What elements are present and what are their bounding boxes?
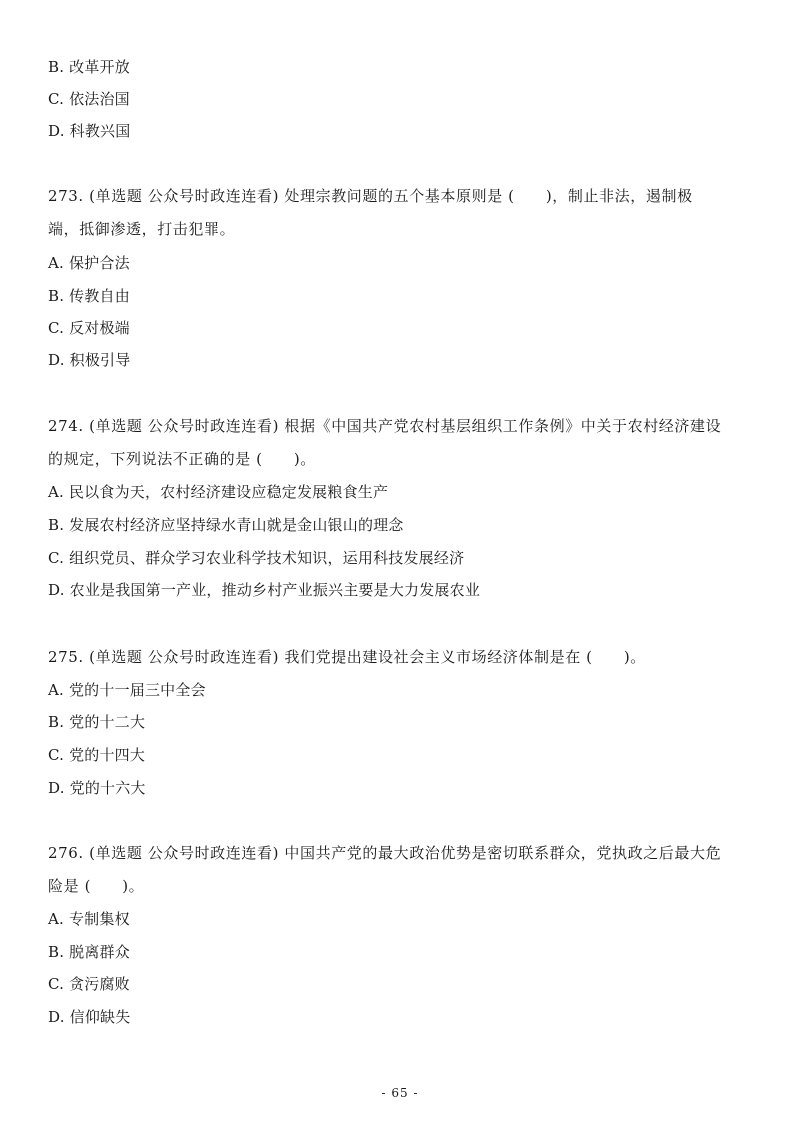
option-c: C. 组织党员、群众学习农业科学技术知识，运用科技发展经济 bbox=[48, 549, 465, 567]
option-a: A. 专制集权 bbox=[48, 910, 130, 928]
question-stem-line: 的规定，下列说法不正确的是 ( )。 bbox=[48, 450, 316, 468]
option-d: D. 党的十六大 bbox=[48, 779, 146, 797]
page-number: - 65 - bbox=[381, 1086, 419, 1100]
option-d: D. 农业是我国第一产业，推动乡村产业振兴主要是大力发展农业 bbox=[48, 581, 481, 599]
question-stem-line: 274. (单选题 公众号时政连连看) 根据《中国共产党农村基层组织工作条例》中关于农村经济建设 bbox=[48, 417, 722, 435]
option-b: B. 改革开放 bbox=[48, 58, 130, 76]
option-b: B. 脱离群众 bbox=[48, 943, 130, 961]
option-b: B. 传教自由 bbox=[48, 287, 130, 305]
option-d: D. 积极引导 bbox=[48, 351, 131, 369]
question-stem-line: 端，抵御渗透，打击犯罪。 bbox=[48, 220, 236, 238]
option-a: A. 保护合法 bbox=[48, 254, 130, 272]
question-stem-line: 276. (单选题 公众号时政连连看) 中国共产党的最大政治优势是密切联系群众，党执政之后最大危 bbox=[48, 844, 722, 862]
option-b: B. 发展农村经济应坚持绿水青山就是金山银山的理念 bbox=[48, 516, 404, 534]
option-a: A. 民以食为天，农村经济建设应稳定发展粮食生产 bbox=[48, 483, 389, 501]
question-stem-line: 275. (单选题 公众号时政连连看) 我们党提出建设社会主义市场经济体制是在 ( )。 bbox=[48, 648, 646, 666]
option-c: C. 依法治国 bbox=[48, 90, 130, 108]
question-stem-line: 险是 ( )。 bbox=[48, 877, 145, 895]
option-a: A. 党的十一届三中全会 bbox=[48, 681, 206, 699]
option-c: C. 贪污腐败 bbox=[48, 975, 130, 993]
question-stem-line: 273. (单选题 公众号时政连连看) 处理宗教问题的五个基本原则是 ( )，制止非法，遏制极 bbox=[48, 187, 693, 205]
option-d: D. 信仰缺失 bbox=[48, 1008, 131, 1026]
option-b: B. 党的十二大 bbox=[48, 713, 146, 731]
option-c: C. 党的十四大 bbox=[48, 746, 146, 764]
option-d: D. 科教兴国 bbox=[48, 122, 131, 140]
option-c: C. 反对极端 bbox=[48, 319, 130, 337]
